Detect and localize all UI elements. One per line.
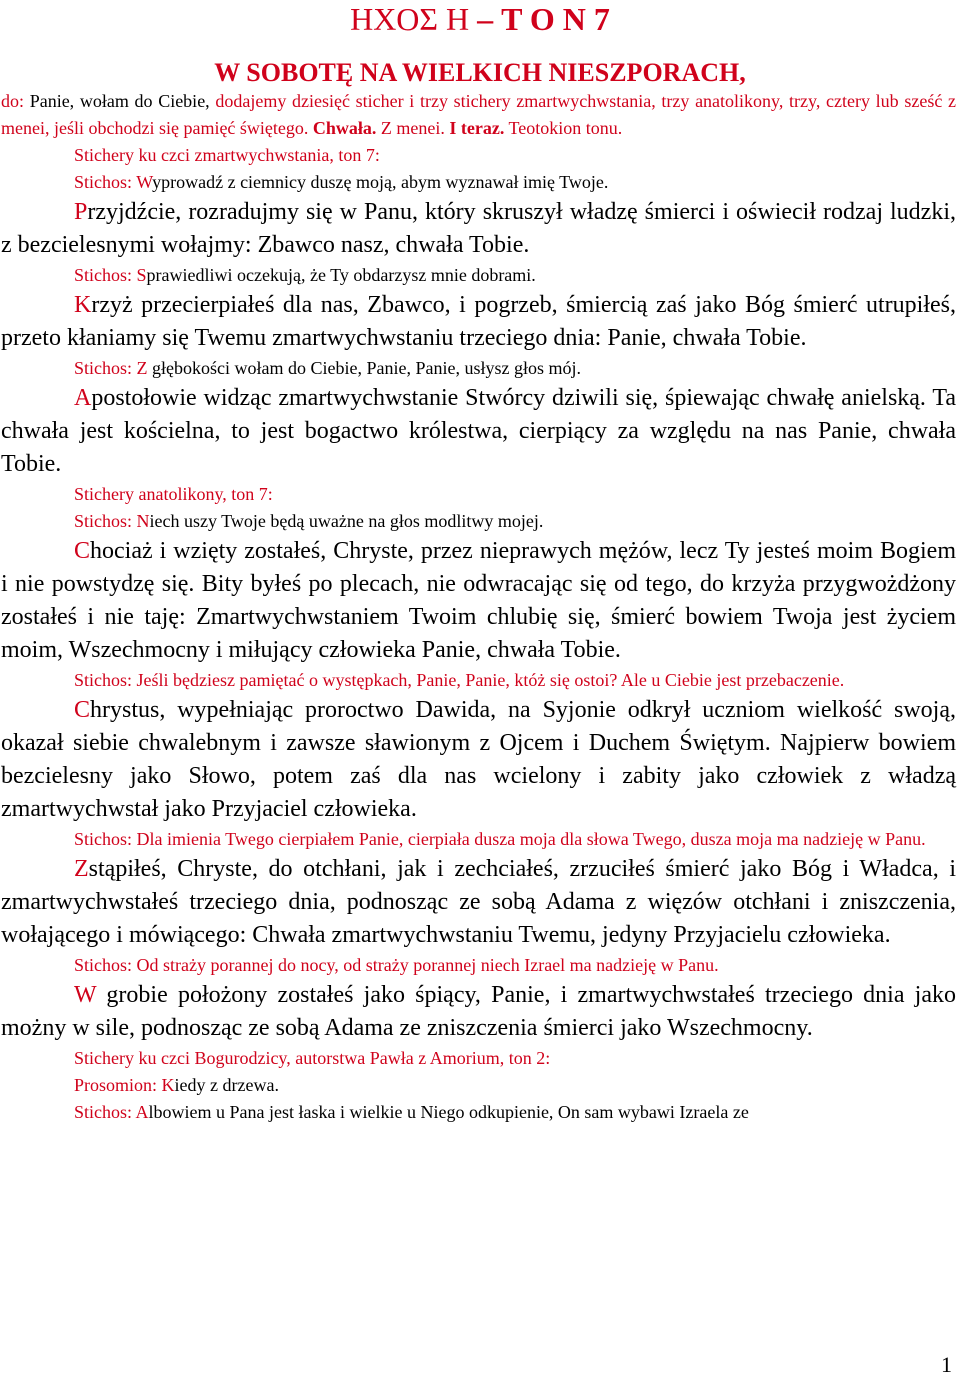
stichos-1: Stichos: Wyprowadź z ciemnicy duszę moją, abym wyznawał imię Twoje. — [74, 172, 609, 192]
teotokion-label: Teotokion tonu. — [504, 118, 623, 138]
stichos-6: Stichos: Dla imienia Twego cierpiałem Panie, cierpiała dusza moja dla słowa Twego, dusza moja ma nadzieję w Panu. — [74, 829, 926, 849]
chwala-label: Chwała. — [308, 118, 377, 138]
stichos-7: Stichos: Od straży porannej do nocy, od straży porannej niech Izrael ma nadzieję w Panu. — [74, 955, 719, 975]
sticheron-3: Apostołowie widząc zmartwychwstanie Stwórcy dziwili się, śpiewając chwałę anielską. Ta chwała jest kościelna, to jest bogactwo królestwa, cierpiący za względu na nas Panie, chwała Tobie. — [1, 385, 956, 477]
tone-heading: ΗΧΟΣ Η – T O N 7 — [350, 1, 610, 37]
intro-rubric — [1, 88, 956, 142]
prosomion: Prosomion: Kiedy z drzewa. — [74, 1075, 279, 1095]
intro-text-1: Panie, wołam do Ciebie, — [24, 91, 210, 111]
do-label: do: — [1, 91, 25, 111]
sticheron-7: W grobie położony zostałeś jako śpiący, Panie, i zmartwychwstałeś trzeciego dnia jako możny w sile, podnosząc ze sobą Adama ze zniszczenia śmierci jako Wszechmocny. — [1, 982, 956, 1041]
sticheron-4: Chociaż i wzięty zostałeś, Chryste, przez nieprawych mężów, lecz Ty jesteś moim Bogiem i nie powstydzę się. Bity byłeś po plecach, nie odwracając się od tego, do krzyża przygwożdżony zostałeś i nie taję: Zmartwychwstaniem Twoim chlubię się, śmierć bowiem Twoja jest życiem moim, Wszechmocny i miłujący człowieka Panie, chwała Tobie. — [1, 538, 956, 663]
service-title: W SOBOTĘ NA WIELKICH NIESZPORACH, — [214, 58, 746, 87]
sticheron-1: Przyjdźcie, rozradujmy się w Panu, który skruszył władzę śmierci i oświecił rodzaj ludzki, z bezcielesnymi wołajmy: Zbawco nasz, chwała Tobie. — [1, 199, 956, 258]
stichos-5: Stichos: Jeśli będziesz pamiętać o występkach, Panie, Panie, któż się ostoi? Ale u Ciebie jest przebaczenie. — [74, 670, 845, 690]
section-heading-anatolikony: Stichery anatolikony, ton 7: — [74, 484, 273, 504]
section-heading-resurrection: Stichery ku czci zmartwychwstania, ton 7: — [74, 145, 380, 165]
stichos-8: Stichos: Albowiem u Pana jest łaska i wielkie u Niego odkupienie, On sam wybawi Izraela ze — [74, 1102, 749, 1122]
page-number: 1 — [941, 1352, 952, 1377]
stichos-2: Stichos: Sprawiedliwi oczekują, że Ty obdarzysz mnie dobrami. — [74, 265, 536, 285]
intro-text-2: dodajemy dziesięć sticher i trzy stichery zmartwychwstania, trzy anatolikony, trzy, cztery lub sześć z menei, jeśli obchodzi się pamięć świętego. — [1, 91, 956, 138]
page — [0, 1, 960, 1377]
content — [0, 88, 960, 1126]
z-menei-label: Z menei. — [376, 118, 445, 138]
i-teraz-label: I teraz. — [444, 118, 505, 138]
section-heading-theotokos: Stichery ku czci Bogurodzicy, autorstwa Pawła z Amorium, ton 2: — [74, 1048, 551, 1068]
tone-suffix: T O N 7 — [501, 1, 610, 37]
stichos-3: Stichos: Z głębokości wołam do Ciebie, Panie, Panie, usłysz głos mój. — [74, 358, 581, 378]
sticheron-2: Krzyż przecierpiałeś dla nas, Zbawco, i pogrzeb, śmiercią zaś jako Bóg śmierć utrupiłeś, przeto kłaniamy się Twemu zmartwychwstaniu trzeciego dnia: Panie, chwała Tobie. — [1, 292, 956, 351]
sticheron-6: Zstąpiłeś, Chryste, do otchłani, jak i zechciałeś, zrzuciłeś śmierć jako Bóg i Władca, i zmartwychwstałeś trzeciego dnia, podnosząc ze sobą Adama z więzów otchłani i zniszczenia, wołającego i mówiącego: Chwała zmartwychwstaniu Twemu, jedyny Przyjacielu człowieka. — [1, 856, 956, 948]
stichos-4: Stichos: Niech uszy Twoje będą uważne na głos modlitwy mojej. — [74, 511, 544, 531]
sticheron-5: Chrystus, wypełniając proroctwo Dawida, na Syjonie odkrył uczniom wielkość swoją, okazał siebie chwalebnym i zawsze sławionym z Ojcem i Duchem Świętym. Najpierw bowiem bezcielesny jako Słowo, potem zaś dla nas wcielony i zabity jako człowiek z władzą zmartwychwstał jako Przyjaciel człowieka. — [1, 697, 956, 822]
tone-prefix: ΗΧΟΣ Η — [350, 1, 470, 37]
